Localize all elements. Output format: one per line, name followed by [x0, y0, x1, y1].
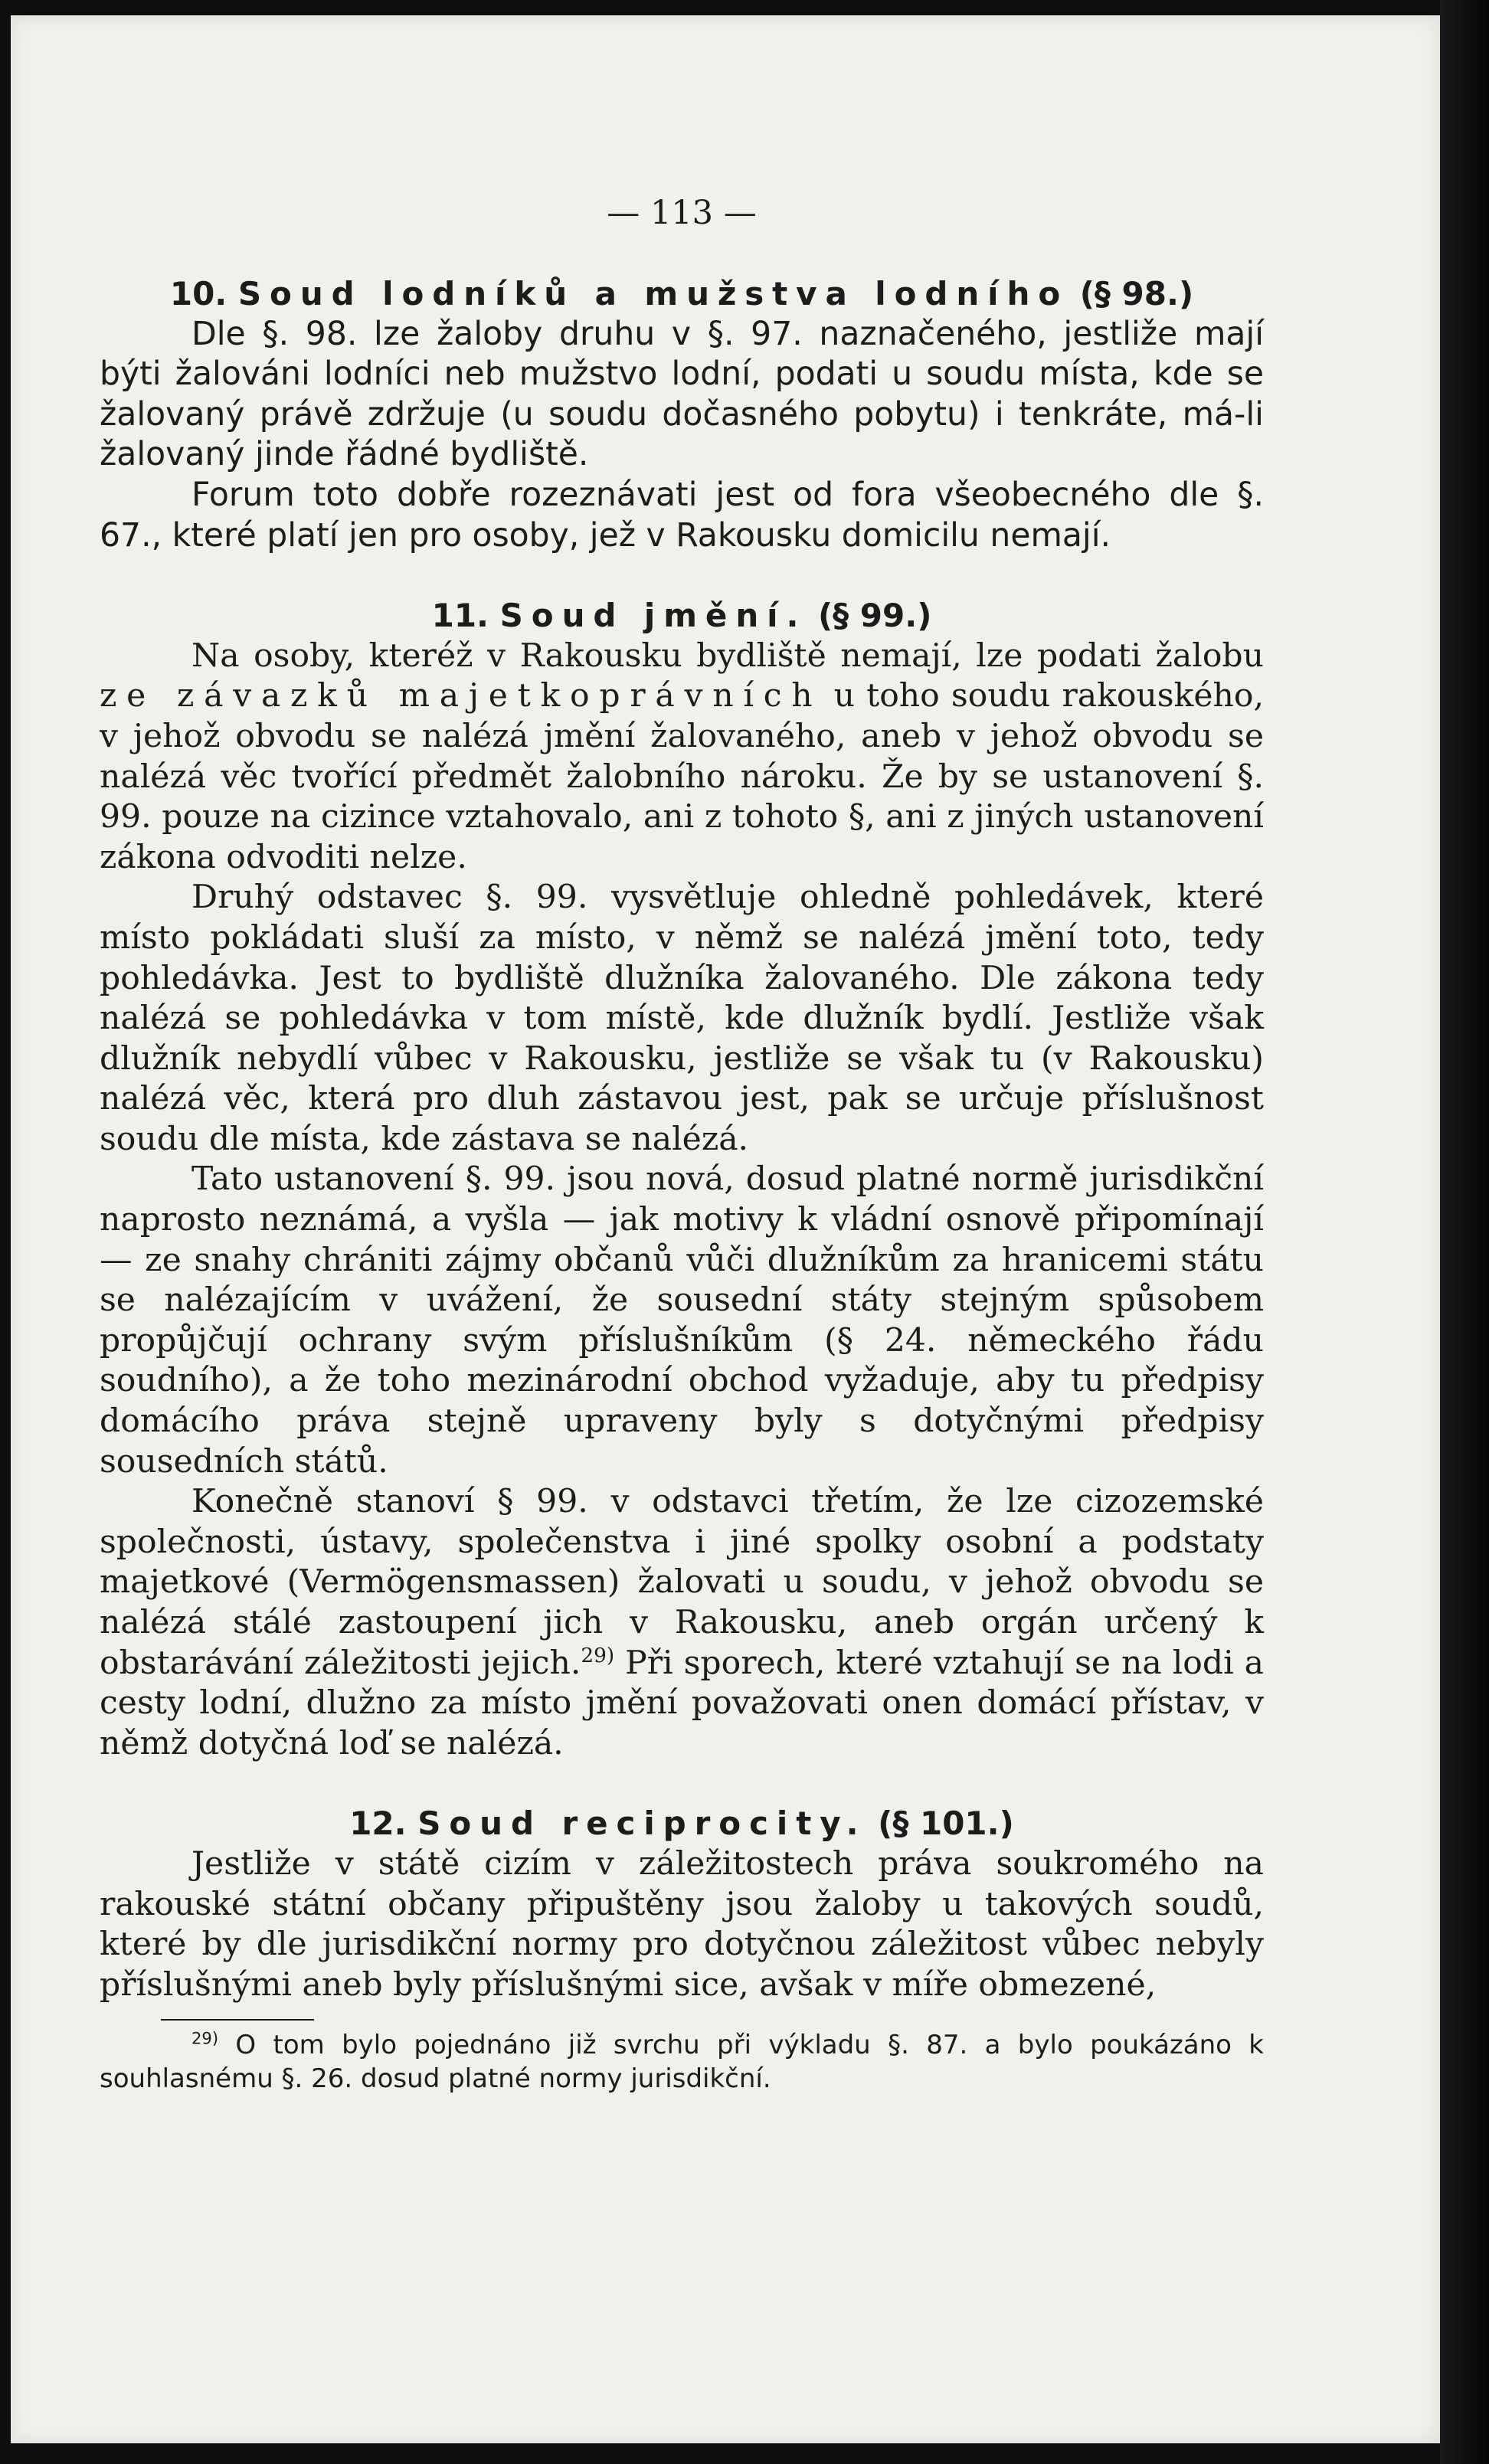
section-11-para-1 — [100, 636, 1264, 879]
section-11-number: 11. — [431, 597, 489, 635]
section-12-ref: (§ 101.) — [878, 1805, 1014, 1843]
footnote-divider — [161, 2019, 314, 2021]
section-11-para-4-start: Konečně stanoví § 99. v odstavci třetím, že lze cizozemské společnosti, ústavy, společenstva i jiné spolky osobní a podstaty majetkové (Vermögensmassen) žalovati u soudu, v jehož obvodu se nalézá stálé zastoupení jich v Rakousku, aneb orgán určený k obstarávání záležitosti jejich. — [100, 1483, 1264, 1682]
footnote-reference: 29) — [581, 1644, 615, 1667]
footnote-text: O tom bylo pojednáno již svrchu při výkladu §. 87. a bylo poukázáno k souhlasnému §. 26. dosud platné normy jurisdikční. — [100, 2030, 1264, 2095]
section-12-para-1: Jestliže v státě cizím v záležitostech práva soukromého na rakouské státní občany připuštěny jsou žaloby u takových soudů, které by dle jurisdikční normy pro dotyčnou záležitost vůbec nebyly příslušnými aneb byly příslušnými sice, avšak v míře obmezené, — [100, 1844, 1264, 2004]
section-10-heading — [100, 274, 1264, 315]
section-11-para-3: Tato ustanovení §. 99. jsou nová, dosud platné normě jurisdikční naprosto neznámá, a vyšla — jak motivy k vládní osnově připomínají — ze snahy chrániti zájmy občanů vůči dlužníkům za hranicemi státu se nalézajícím v uvážení, že sousední státy stejným spůsobem propůjčují ochrany svým příslušníkům (§ 24. německého řádu soudního), a že toho mezinárodní obchod vyžaduje, aby tu předpisy domácího práva stejně upraveny byly s dotyčnými předpisy sousedních států. — [100, 1160, 1264, 1481]
section-11-para-1-start: Na osoby, kteréž v Rakousku bydliště nemají, lze podati žalobu — [191, 636, 1264, 675]
section-11-para-4 — [100, 1482, 1264, 1764]
section-11-para-4-end: Při sporech, které vztahují se na lodi a cesty lodní, dlužno za místo jmění považovati onen domácí přístav, v němž dotyčná loď se nalézá. — [100, 1644, 1264, 1762]
section-10-para-1: Dle §. 98. lze žaloby druhu v §. 97. naznačeného, jestliže mají býti žalováni lodníci neb mužstvo lodní, podati u soudu místa, kde se žalovaný právě zdržuje (u soudu dočasného pobytu) i tenkráte, má-li žalovaný jinde řádné bydliště. — [100, 315, 1264, 474]
section-11-title: Soud jmění. — [499, 597, 807, 635]
section-11-heading — [100, 596, 1264, 636]
section-12-heading — [100, 1804, 1264, 1844]
section-10-title: Soud lodníků a mužstva lodního — [237, 275, 1069, 312]
section-11-ref: (§ 99.) — [817, 597, 932, 635]
page-body — [100, 176, 1264, 2096]
section-11-para-2: Druhý odstavec §. 99. vysvětluje ohledně pohledávek, které místo pokládati sluší za místo, v němž se nalézá jmění toto, tedy pohledávka. Jest to bydliště dlužníka žalovaného. Dle zákona tedy nalézá se pohledávka v tom místě, kde dlužník bydlí. Jestliže však dlužník nebydlí vůbec v Rakousku, jestliže se však tu (v Rakousku) nalézá věc, která pro dluh zástavou jest, pak se určuje příslušnost soudu dle místa, kde zástava se nalézá. — [100, 879, 1264, 1158]
section-12-title: Soud reciprocity. — [417, 1805, 867, 1843]
section-10-number: 10. — [169, 275, 227, 312]
section-12-number: 12. — [349, 1805, 407, 1843]
page-number: — 113 — — [607, 194, 757, 232]
section-10-para-2: Forum toto dobře rozeznávati jest od fora všeobecného dle §. 67., které platí jen pro osoby, jež v Rakousku domicilu nemají. — [100, 476, 1264, 555]
section-11-emphasis: ze závazků majetkoprávních — [100, 677, 823, 715]
footnote — [100, 2028, 1264, 2096]
section-11-para-1-end: u toho soudu rakouského, v jehož obvodu se nalézá jmění žalovaného, aneb v jehož obvodu se nalézá věc tvořící předmět žalobního nároku. Že by se ustanovení §. 99. pouze na cizince vztahovalo, ani z tohoto §, ani z jiných ustanovení zákona odvoditi nelze. — [100, 677, 1264, 876]
scan-edge — [1440, 0, 1489, 2464]
footnote-mark: 29) — [191, 2029, 219, 2049]
section-10-ref: (§ 98.) — [1079, 275, 1194, 312]
